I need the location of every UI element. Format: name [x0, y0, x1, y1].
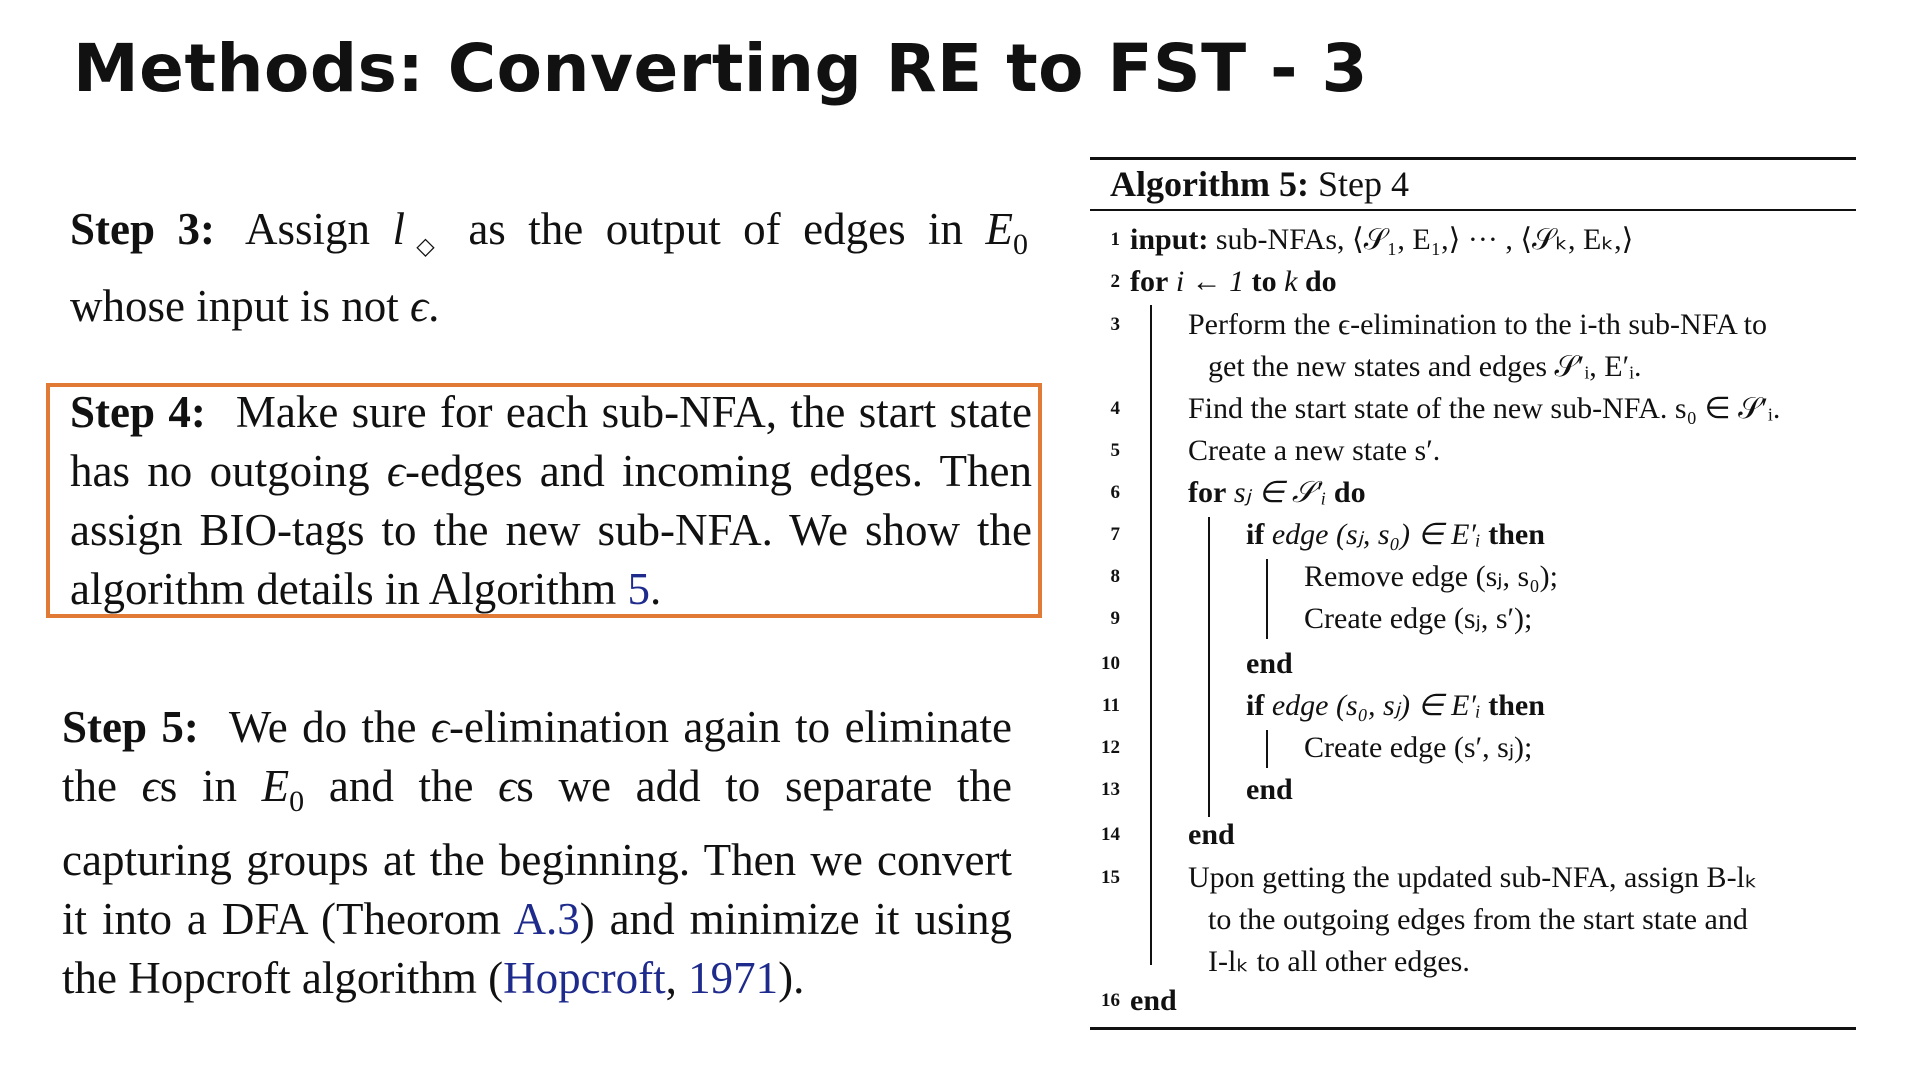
- algorithm-line: Upon getting the updated sub-NFA, assign B-lₖ: [1188, 861, 1758, 894]
- line-number: 10: [1101, 653, 1120, 674]
- line-number: 6: [1110, 482, 1120, 503]
- line-number: 13: [1101, 779, 1120, 800]
- algorithm-line: end: [1246, 647, 1293, 680]
- theorem-reference-link[interactable]: A.3: [513, 894, 580, 944]
- algorithm-line: if edge (sⱼ, s₀) ∈ E′ᵢ then: [1246, 518, 1545, 551]
- line-number: 4: [1110, 398, 1120, 419]
- algorithm-line: if edge (s₀, sⱼ) ∈ E′ᵢ then: [1246, 689, 1545, 722]
- loop-body-bar: [1150, 305, 1152, 965]
- algorithm-line: end: [1246, 773, 1293, 806]
- line-number: 15: [1101, 867, 1120, 888]
- line-number: 1: [1110, 229, 1120, 250]
- step-4-paragraph: Step 4: Make sure for each sub-NFA, the start state has no outgoing ϵ-edges and incoming edges. Then assign BIO-tags to the new sub-NFA. We show the algorithm details in Algorithm 5.: [70, 387, 1032, 614]
- slide-title: Methods: Converting RE to FST - 3: [73, 30, 1368, 107]
- citation-name-link[interactable]: Hopcroft: [503, 953, 666, 1003]
- if-body-bar: [1266, 559, 1268, 639]
- step-5-paragraph: Step 5: We do the ϵ-elimination again to eliminate the ϵs in $E_0$ and the ϵs we add to separate the capturing groups at the beginning. Then we convert it into a DFA (Theorom A.3) and minimize it using the Hopcroft algorithm (Hopcroft, 1971).: [62, 702, 1013, 1003]
- algorithm-line: Perform the ϵ-elimination to the i-th sub-NFA to: [1188, 308, 1768, 341]
- algorithm-line: for i ← 1 to k do: [1130, 265, 1337, 298]
- algorithm-bottom-rule: [1090, 1027, 1856, 1030]
- step-4-label: Step 4:: [70, 387, 206, 437]
- algorithm-line: end: [1188, 818, 1235, 851]
- algorithm-top-rule: [1090, 157, 1856, 160]
- line-number: 2: [1110, 271, 1120, 292]
- citation-year-link[interactable]: 1971: [688, 953, 779, 1003]
- algorithm-line: input: sub-NFAs, ⟨𝒮₁, E₁,⟩ ··· , ⟨𝒮ₖ, Eₖ,⟩: [1130, 223, 1634, 256]
- line-number: 16: [1101, 990, 1120, 1011]
- inner-loop-bar: [1208, 517, 1210, 817]
- line-number: 5: [1110, 440, 1120, 461]
- if-body-bar: [1266, 730, 1268, 768]
- algorithm-box: [1090, 157, 1856, 1030]
- algorithm-line: Create edge (s′, sⱼ);: [1304, 731, 1533, 764]
- algorithm-header-rule: [1090, 209, 1856, 211]
- algorithm-line: Remove edge (sⱼ, s₀);: [1304, 560, 1558, 593]
- algorithm-line: end: [1130, 984, 1177, 1017]
- step-3-paragraph: Step 3: Assign $l_◇$ as the output of edges in $E_0$ whose input is not ϵ.: [70, 204, 1029, 331]
- line-number: 11: [1102, 695, 1120, 716]
- algorithm-line: I-lₖ to all other edges.: [1208, 945, 1470, 978]
- algorithm-line: Create a new state s′.: [1188, 434, 1441, 467]
- algorithm-line: to the outgoing edges from the start state and: [1208, 903, 1748, 936]
- line-number: 9: [1110, 608, 1120, 629]
- algorithm-line: for sⱼ ∈ 𝒮′ᵢ do: [1188, 476, 1366, 509]
- algorithm-line: get the new states and edges 𝒮′ᵢ, E′ᵢ.: [1208, 350, 1642, 383]
- algorithm-title: Algorithm 5: Step 4: [1110, 164, 1409, 204]
- line-number: 7: [1110, 524, 1120, 545]
- line-number: 14: [1101, 824, 1120, 845]
- line-number: 3: [1110, 314, 1120, 335]
- step-5-label: Step 5:: [62, 702, 199, 752]
- algorithm-line: Create edge (sⱼ, s′);: [1304, 602, 1533, 635]
- algorithm-line: Find the start state of the new sub-NFA. s₀ ∈ 𝒮′ᵢ.: [1188, 392, 1781, 425]
- line-number: 12: [1101, 737, 1120, 758]
- algorithm-reference-link[interactable]: 5: [627, 564, 650, 614]
- line-number: 8: [1110, 566, 1120, 587]
- step-3-label: Step 3:: [70, 204, 215, 254]
